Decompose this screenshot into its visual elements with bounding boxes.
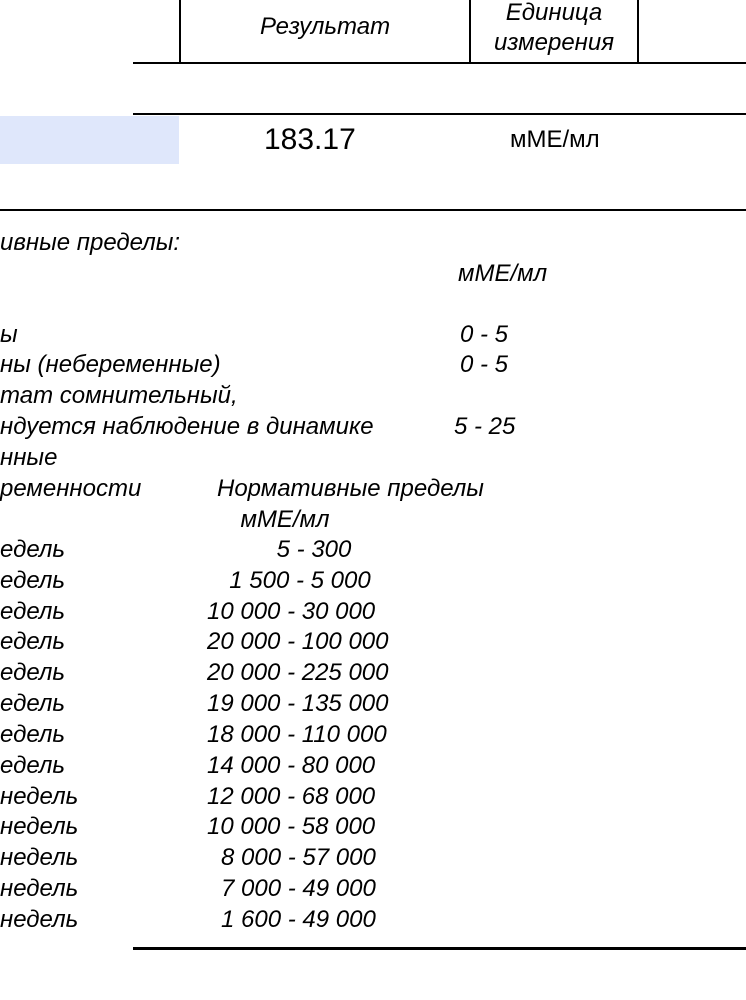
header-bottom-border: [133, 62, 746, 64]
reference-row-label: тат сомнительный,: [0, 382, 238, 409]
reference-row-label: ны (небеременные): [0, 351, 221, 378]
week-label: едель: [0, 598, 66, 625]
reference-row-range: 5 - 25: [454, 413, 516, 440]
week-range: 10 000 - 58 000: [207, 813, 376, 840]
week-label: едель: [0, 752, 66, 779]
week-range: 19 000 - 135 000: [207, 690, 389, 717]
week-label: недель: [0, 813, 79, 840]
week-label: едель: [0, 690, 66, 717]
pregnancy-limits-unit: мМЕ/мл: [240, 506, 330, 533]
week-label: едель: [0, 721, 66, 748]
week-range: 20 000 - 225 000: [207, 659, 389, 686]
week-range: 14 000 - 80 000: [207, 752, 376, 779]
week-range: 12 000 - 68 000: [207, 783, 376, 810]
week-range: 7 000 - 49 000: [221, 875, 376, 902]
week-range: 20 000 - 100 000: [207, 628, 389, 655]
pregnant-label: нные: [0, 444, 58, 471]
reference-row-label: ы: [0, 321, 18, 348]
week-range: 10 000 - 30 000: [207, 598, 376, 625]
week-label: едель: [0, 567, 66, 594]
week-label: едель: [0, 659, 66, 686]
week-label: едель: [0, 628, 66, 655]
week-label: недель: [0, 844, 79, 871]
week-range: 1 500 - 5 000: [229, 567, 371, 594]
pregnancy-limits-header: Нормативные пределы: [217, 475, 484, 502]
unit-column-header-line2: измерения: [493, 29, 615, 56]
week-range: 1 600 - 49 000: [221, 906, 376, 933]
week-label: недель: [0, 906, 79, 933]
test-name-highlight: [0, 116, 179, 164]
week-label: недель: [0, 783, 79, 810]
reference-unit-heading: мМЕ/мл: [458, 260, 548, 287]
reference-row-range: 0 - 5: [460, 321, 509, 348]
unit-column-header-line1: Единица: [505, 0, 603, 26]
week-range: 8 000 - 57 000: [221, 844, 376, 871]
week-range: 5 - 300: [276, 536, 352, 563]
week-range: 18 000 - 110 000: [207, 721, 387, 748]
pregnancy-term-header: ременности: [0, 475, 142, 502]
result-value: 183.17: [264, 123, 356, 156]
reference-row-label: ндуется наблюдение в динамике: [0, 413, 374, 440]
week-label: едель: [0, 536, 66, 563]
result-top-border: [133, 113, 746, 115]
result-column-header: Результат: [259, 13, 391, 40]
week-label: недель: [0, 875, 79, 902]
reference-bottom-border: [133, 947, 746, 950]
reference-title: ивные пределы:: [0, 229, 181, 256]
header-divider-right: [637, 0, 639, 64]
reference-row-range: 0 - 5: [460, 351, 509, 378]
result-unit: мМЕ/мл: [510, 126, 600, 153]
result-bottom-border: [0, 209, 746, 211]
